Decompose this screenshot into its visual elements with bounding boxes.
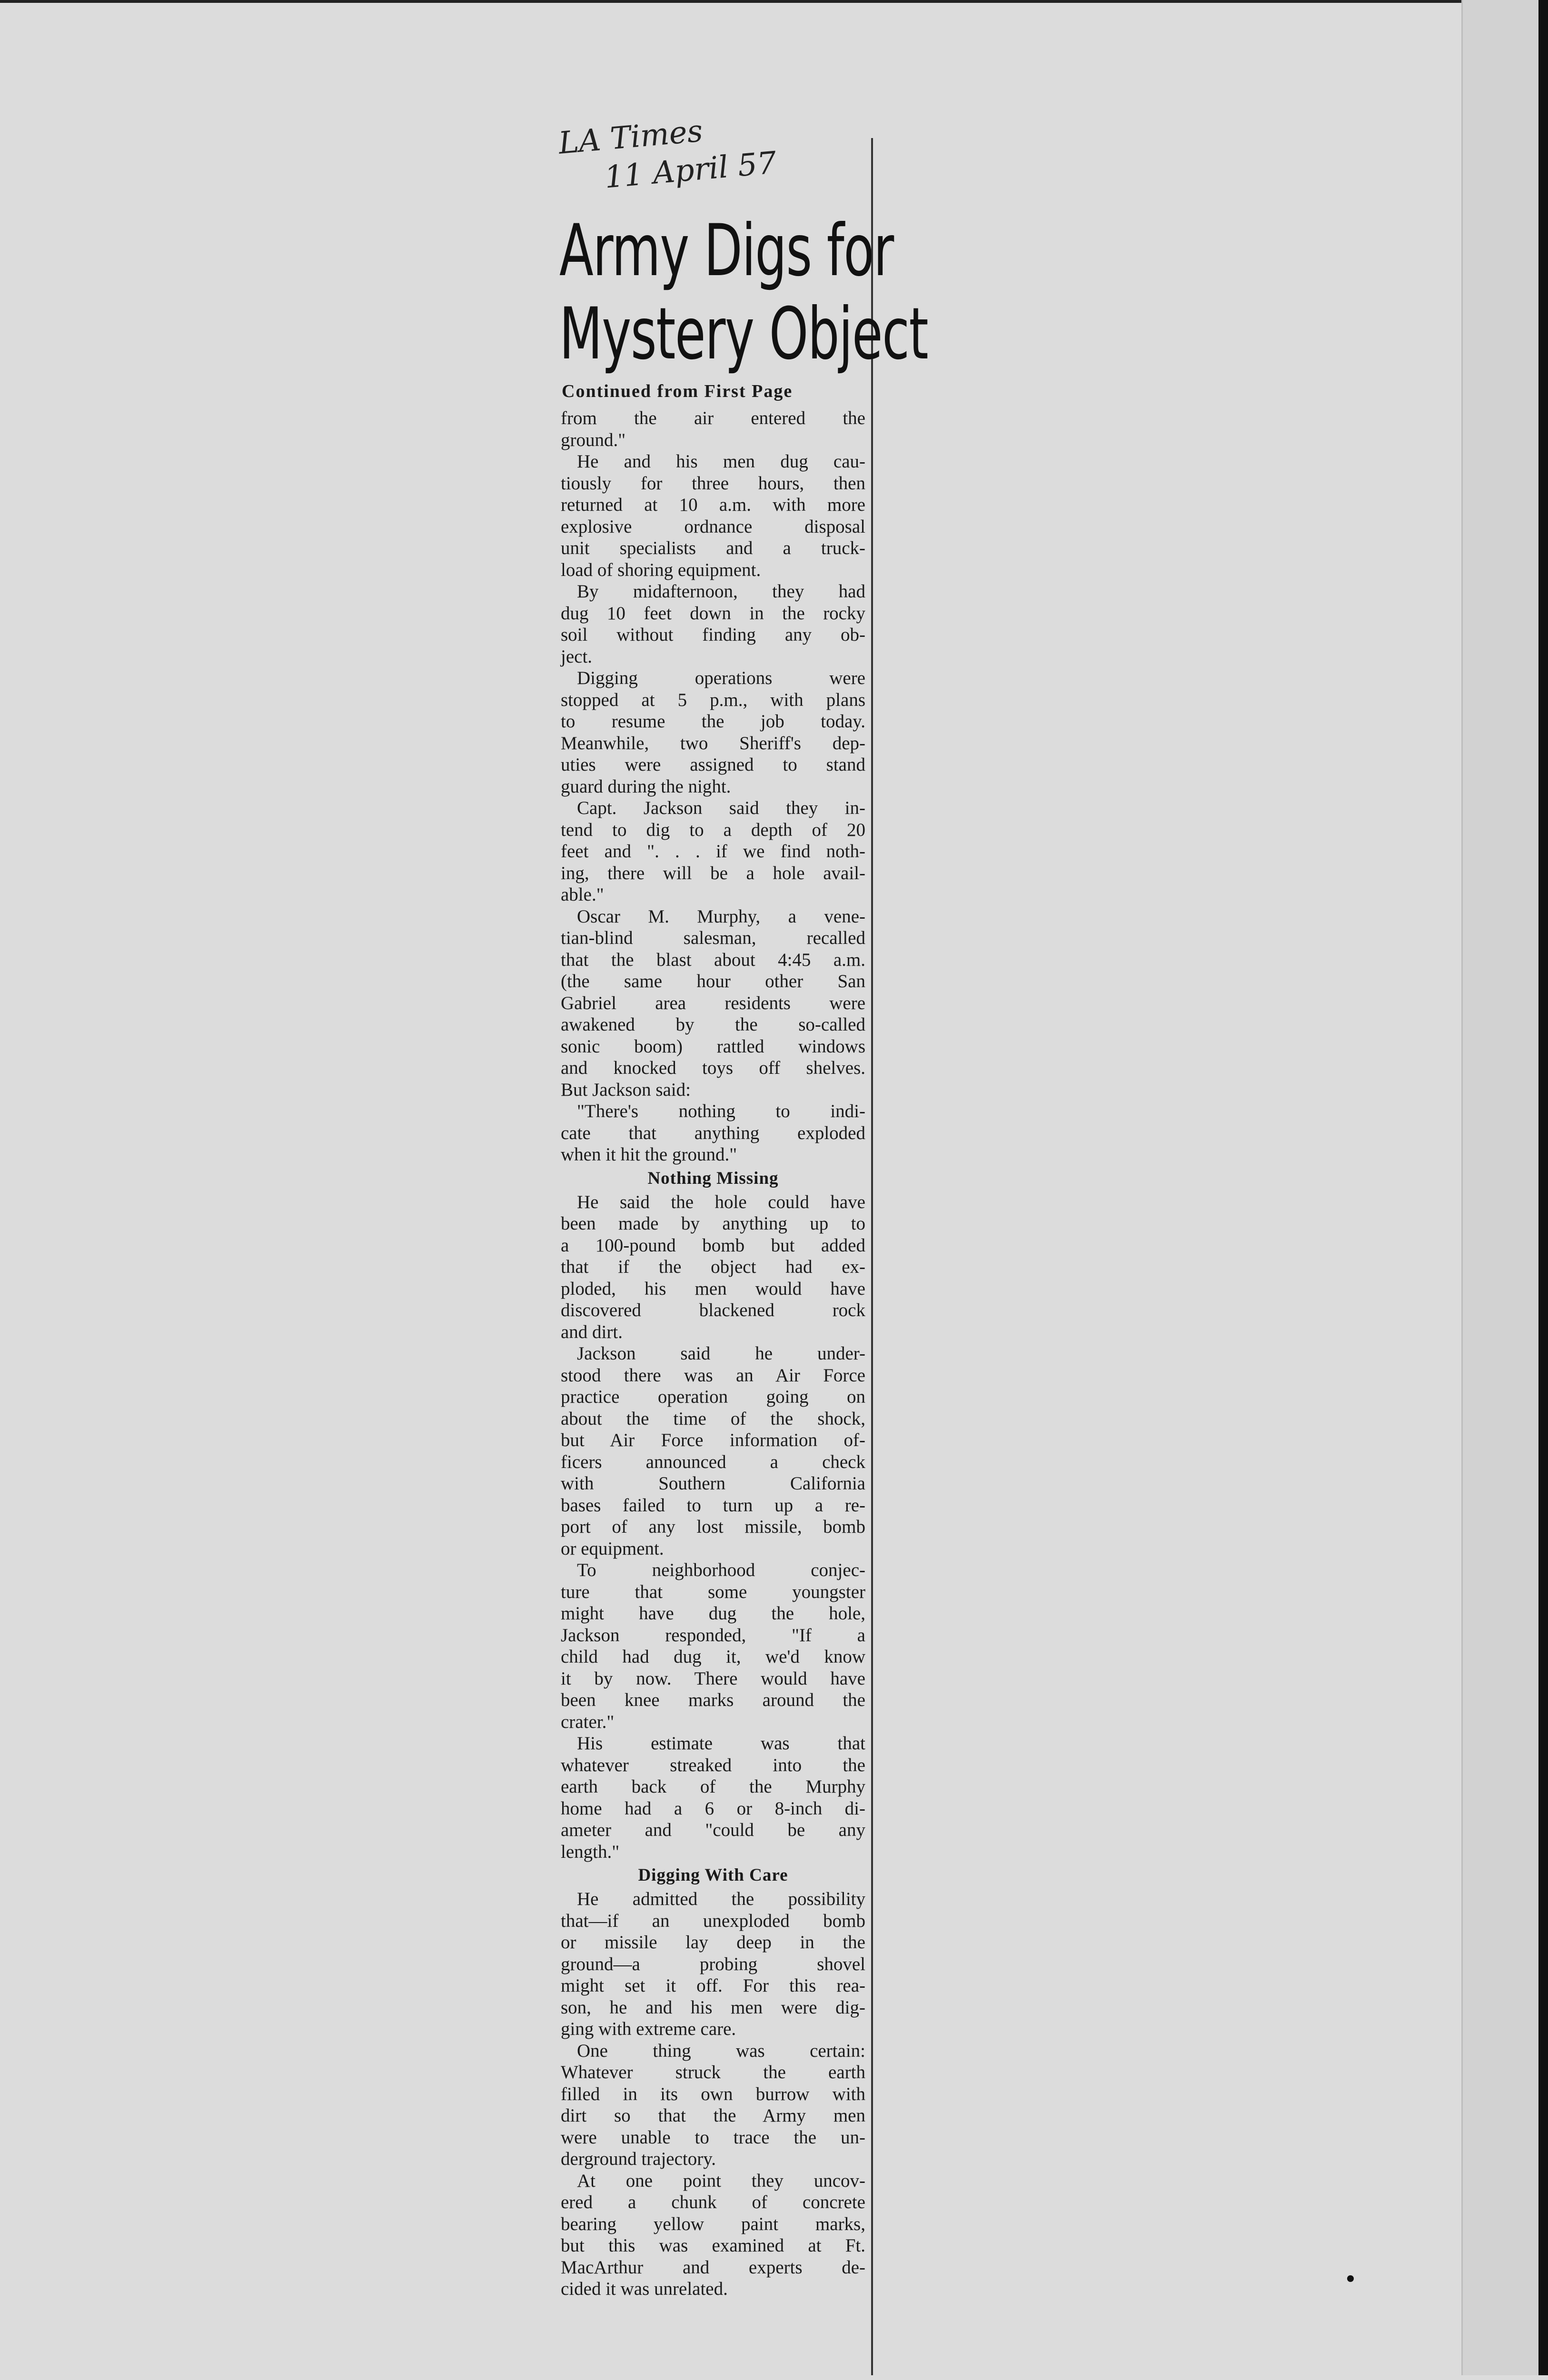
text-line: ground.": [561, 429, 626, 450]
text-line: derground trajectory.: [561, 2149, 716, 2169]
text-line: ture that some youngster: [561, 1581, 865, 1602]
annotation-source: LA Times: [557, 113, 705, 161]
text-line: ploded, his men would have: [561, 1278, 865, 1299]
text-line: At one point they uncov-: [577, 2170, 865, 2191]
text-line: that if the object had ex-: [561, 1257, 865, 1277]
text-line: ground—a probing shovel: [561, 1954, 865, 1974]
text-line: whatever streaked into the: [561, 1755, 865, 1775]
text-line: dirt so that the Army men: [561, 2105, 865, 2126]
article-body: [561, 407, 865, 2300]
text-line: feet and ". . . if we find noth-: [561, 841, 865, 862]
text-line: Meanwhile, two Sheriff's dep-: [561, 733, 865, 754]
text-line: stopped at 5 p.m., with plans: [561, 689, 865, 710]
text-line: were unable to trace the un-: [561, 2127, 865, 2148]
text-line: soil without finding any ob-: [561, 625, 865, 645]
text-line: MacArthur and experts de-: [561, 2257, 865, 2278]
text-line: but this was examined at Ft.: [561, 2235, 865, 2256]
continuation-kicker: Continued from First Page: [562, 381, 793, 401]
text-line: it by now. There would have: [561, 1668, 865, 1689]
text-line: But Jackson said:: [561, 1079, 691, 1100]
text-line: or missile lay deep in the: [561, 1932, 865, 1953]
text-line: He admitted the possibility: [577, 1889, 865, 1909]
column-rule: [871, 138, 873, 2375]
backing-sheet-edge: [1461, 0, 1548, 2375]
text-line: length.": [561, 1841, 620, 1862]
text-line: with Southern California: [561, 1473, 865, 1494]
text-line: Whatever struck the earth: [561, 2062, 865, 2082]
paragraph: [561, 906, 865, 1101]
text-line: ficers announced a check: [561, 1451, 865, 1472]
text-line: Capt. Jackson said they in-: [577, 798, 865, 818]
text-line: Oscar M. Murphy, a vene-: [577, 906, 865, 927]
text-line: load of shoring equipment.: [561, 559, 761, 580]
text-line: Digging operations were: [577, 668, 865, 688]
text-line: been knee marks around the: [561, 1690, 865, 1710]
text-line: might have dug the hole,: [561, 1603, 865, 1624]
text-line: a 100-pound bomb but added: [561, 1235, 865, 1256]
text-line: ging with extreme care.: [561, 2019, 736, 2039]
text-line: filled in its own burrow with: [561, 2083, 865, 2104]
text-line: explosive ordnance disposal: [561, 516, 865, 537]
text-line: been made by anything up to: [561, 1213, 865, 1234]
text-line: dug 10 feet down in the rocky: [561, 603, 865, 624]
paragraph: [561, 1191, 865, 1343]
text-line: By midafternoon, they had: [577, 581, 865, 602]
paragraph: [561, 1343, 865, 1559]
text-line: ing, there will be a hole avail-: [561, 863, 865, 883]
text-line: unit specialists and a truck-: [561, 538, 865, 558]
text-line: and knocked toys off shelves.: [561, 1058, 865, 1078]
text-line: Jackson said he under-: [577, 1343, 865, 1364]
text-line: stood there was an Air Force: [561, 1365, 865, 1386]
text-line: might set it off. For this rea-: [561, 1975, 865, 1996]
text-line: sonic boom) rattled windows: [561, 1036, 865, 1057]
text-line: uties were assigned to stand: [561, 754, 865, 775]
text-line: port of any lost missile, bomb: [561, 1517, 865, 1537]
paragraph: [561, 581, 865, 667]
text-line: tiously for three hours, then: [561, 473, 865, 494]
text-line: tian-blind salesman, recalled: [561, 928, 865, 948]
text-line: son, he and his men were dig-: [561, 1997, 865, 2018]
text-line: He said the hole could have: [577, 1191, 865, 1212]
paragraph: [561, 451, 865, 581]
text-line: bearing yellow paint marks,: [561, 2213, 865, 2234]
text-line: child had dug it, we'd know: [561, 1646, 865, 1667]
text-line: His estimate was that: [577, 1733, 865, 1754]
annotation-date: 11 April 57: [603, 145, 778, 196]
text-line: To neighborhood conjec-: [577, 1560, 865, 1580]
paragraph: [561, 1559, 865, 1733]
text-line: cate that anything exploded: [561, 1122, 865, 1143]
text-line: bases failed to turn up a re-: [561, 1495, 865, 1516]
paragraph: [561, 2170, 865, 2300]
paragraph: [561, 797, 865, 906]
text-line: "There's nothing to indi-: [577, 1101, 865, 1121]
text-line: guard during the night.: [561, 776, 731, 797]
photo-border-top: [0, 0, 1548, 3]
text-line: crater.": [561, 1711, 615, 1732]
text-line: earth back of the Murphy: [561, 1776, 865, 1797]
headline: [559, 209, 928, 376]
paragraph: [561, 1101, 865, 1166]
text-line: Jackson responded, "If a: [561, 1625, 865, 1646]
text-line: One thing was certain:: [577, 2040, 865, 2061]
text-line: returned at 10 a.m. with more: [561, 495, 865, 515]
text-line: tend to dig to a depth of 20: [561, 819, 865, 840]
headline-line-1: Army Digs for: [559, 209, 893, 292]
text-line: when it hit the ground.": [561, 1144, 737, 1165]
paragraph: [561, 1888, 865, 2040]
text-line: and dirt.: [561, 1321, 623, 1342]
subheading: Digging With Care: [638, 1865, 788, 1885]
text-line: home had a 6 or 8-inch di-: [561, 1798, 865, 1819]
text-line: from the air entered the: [561, 408, 865, 428]
text-line: (the same hour other San: [561, 971, 865, 992]
text-line: discovered blackened rock: [561, 1300, 865, 1320]
text-line: ered a chunk of concrete: [561, 2192, 865, 2212]
paragraph: [561, 2040, 865, 2170]
text-line: that the blast about 4:45 a.m.: [561, 949, 865, 970]
paragraph: [561, 667, 865, 797]
text-line: about the time of the shock,: [561, 1408, 865, 1429]
text-line: or equipment.: [561, 1538, 664, 1559]
subheading: Nothing Missing: [647, 1168, 779, 1188]
text-line: to resume the job today.: [561, 711, 865, 732]
text-line: practice operation going on: [561, 1387, 865, 1407]
text-line: He and his men dug cau-: [577, 451, 865, 472]
text-line: that—if an unexploded bomb: [561, 1910, 865, 1931]
speck-mark: [1347, 2275, 1354, 2282]
photo-border-right: [1538, 0, 1548, 2375]
text-line: Gabriel area residents were: [561, 992, 865, 1013]
text-line: ameter and "could be any: [561, 1820, 865, 1840]
text-line: ject.: [561, 646, 593, 667]
text-line: but Air Force information of-: [561, 1430, 865, 1450]
paragraph: [561, 407, 865, 451]
text-line: awakened by the so-called: [561, 1014, 865, 1035]
text-line: cided it was unrelated.: [561, 2279, 728, 2299]
paragraph: [561, 1733, 865, 1863]
headline-line-2: Mystery Object: [559, 293, 928, 376]
text-line: able.": [561, 884, 604, 905]
